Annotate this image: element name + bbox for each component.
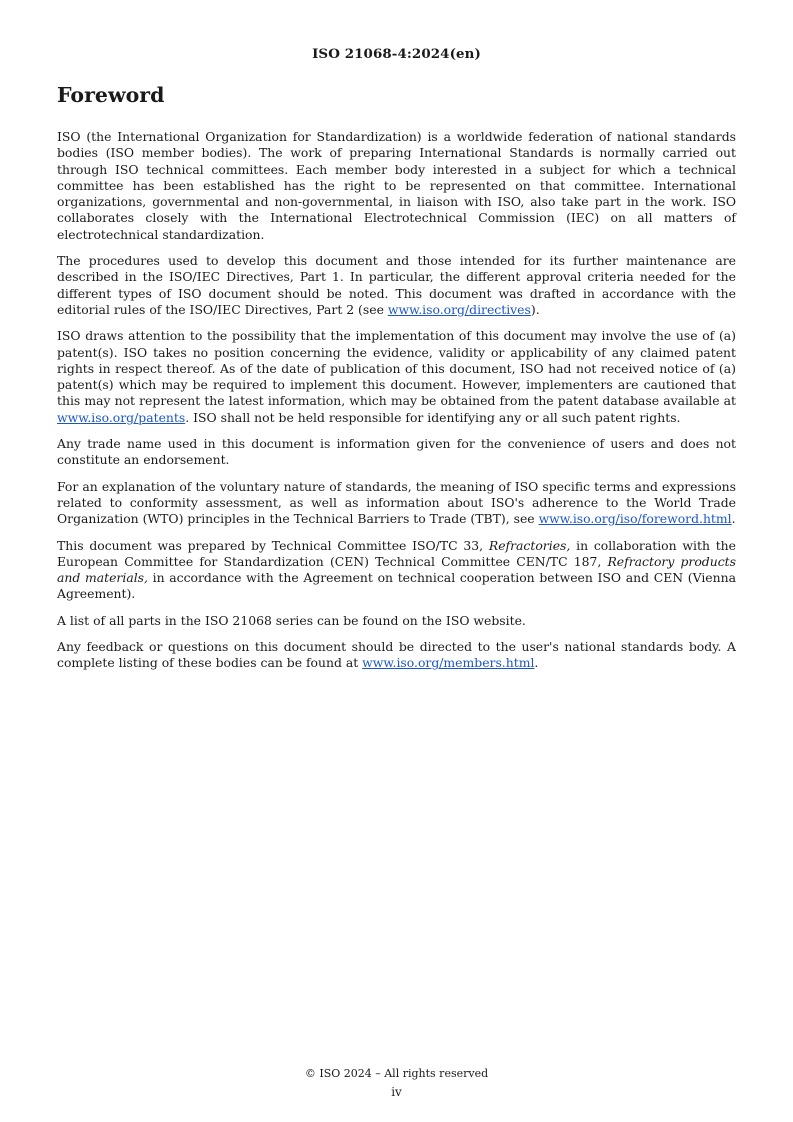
page-title: Foreword	[57, 83, 165, 107]
paragraph-text: in accordance with the Agreement on technical cooperation between ISO and CEN (Vienna Agreement).	[57, 570, 736, 602]
paragraph-procedures	[57, 253, 736, 318]
paragraph-text: This document was prepared by Technical Committee ISO/TC 33,	[57, 537, 489, 553]
members-link[interactable]: www.iso.org/members.html	[362, 655, 535, 671]
paragraph-voluntary-nature	[57, 479, 736, 528]
committee-name-italic: Refractories,	[488, 537, 571, 553]
paragraph-committee	[57, 538, 736, 603]
directives-link[interactable]: www.iso.org/directives	[387, 301, 531, 317]
paragraph-patents	[57, 328, 736, 426]
paragraph-iso-federation: ISO (the International Organization for Standardization) is a worldwide federation of national standards bodies (ISO member bodies). The work of preparing International Standards is normally carried out through ISO technical committees. Each member body interested in a subject for which a technical committee has been established has the right to be represented on that committee. International organizations, governmental and non-governmental, in liaison with ISO, also take part in the work. ISO collaborates closely with the International Electrotechnical Commission (IEC) on all matters of electrotechnical standardization.	[57, 129, 736, 242]
paragraph-feedback	[57, 639, 736, 672]
paragraph-text: .	[731, 511, 736, 527]
copyright-notice: © ISO 2024 – All rights reserved	[304, 1067, 489, 1080]
paragraph-text: ).	[530, 301, 540, 317]
foreword-link[interactable]: www.iso.org/iso/foreword.html	[538, 511, 732, 527]
paragraph-text: ISO draws attention to the possibility that the implementation of this document may involve the use of (a) patent(s). ISO takes no position concerning the evidence, validity or applicability of any claimed patent rights in respect thereof. As of the date of publication of this document, ISO had not received notice of (a) patent(s) which may be required to implement this document. However, implementers are cautioned that this may not represent the latest information, which may be obtained from the patent database available at	[57, 328, 736, 409]
committee-name-italic: Refractory products and materials,	[57, 553, 736, 586]
page-number: iv	[391, 1085, 402, 1099]
paragraph-text: in collaboration with the European Committee for Standardization (CEN) Technical Committee CEN/TC 187,	[57, 537, 736, 569]
paragraph-text: Any feedback or questions on this document should be directed to the user's national standards body. A complete listing of these bodies can be found at	[57, 639, 736, 671]
page-footer	[0, 1066, 793, 1100]
paragraph-text: The procedures used to develop this document and those intended for its further maintenance are described in the ISO/IEC Directives, Part 1. In particular, the different approval criteria needed for the different types of ISO document should be noted. This document was drafted in accordance with the editorial rules of the ISO/IEC Directives, Part 2 (see	[57, 253, 736, 317]
foreword-body	[57, 129, 736, 682]
document-header: ISO 21068-4:2024(en)	[312, 46, 481, 62]
paragraph-trade-name: Any trade name used in this document is information given for the convenience of users and does not constitute an endorsement.	[57, 436, 736, 468]
paragraph-text: .	[534, 655, 539, 671]
paragraph-text: For an explanation of the voluntary nature of standards, the meaning of ISO specific terms and expressions related to conformity assessment, as well as information about ISO's adherence to the World Trade Organization (WTO) principles in the Technical Barriers to Trade (TBT), see	[57, 478, 736, 527]
paragraph-text: . ISO shall not be held responsible for identifying any or all such patent rights.	[185, 409, 681, 425]
patents-link[interactable]: www.iso.org/patents	[57, 409, 186, 425]
paragraph-series-list: A list of all parts in the ISO 21068 series can be found on the ISO website.	[57, 612, 526, 628]
